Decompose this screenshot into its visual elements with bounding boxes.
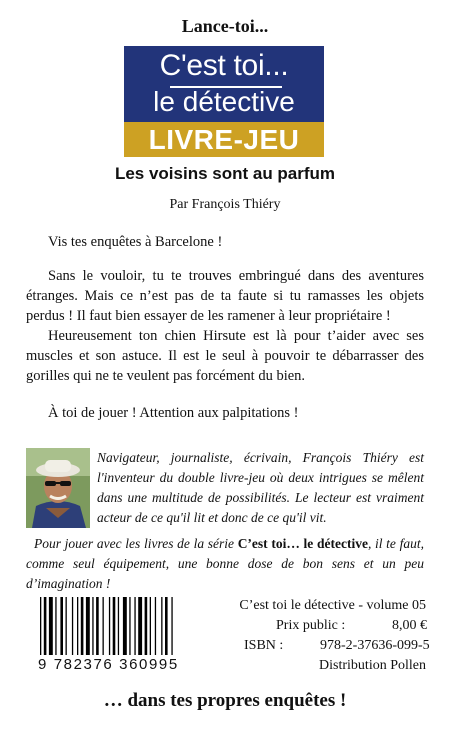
blurb-paragraph-1: Vis tes enquêtes à Barcelone ! xyxy=(48,234,223,250)
author-bio: Navigateur, journaliste, écrivain, François Thiéry est l'inventeur du double livre-jeu où deux intrigues se mêlent dans une multitude de possibilités. Le lecteur est vraiment acteur de ce qu'il lit et donc de ce qu'il vit. xyxy=(97,450,424,525)
series-note-before: Pour jouer avec les livres de la série xyxy=(34,536,238,551)
series-logo xyxy=(124,46,324,157)
author-photo xyxy=(26,448,90,528)
author-portrait-icon xyxy=(26,448,90,528)
price-value: 8,00 € xyxy=(392,618,427,633)
series-note-after: , il te faut, comme seul équipement, une bonne dose de bon sens et un peu d’imagination ! xyxy=(26,536,424,591)
top-tagline: Lance-toi... xyxy=(181,16,269,36)
logo-line-2: le détective xyxy=(153,86,295,117)
logo-line-1: C'est toi... xyxy=(159,49,289,82)
barcode-number: 9 782376 360995 xyxy=(38,656,179,673)
blurb-paragraph-3: Heureusement ton chien Hirsute est là pour t’aider avec ses muscles et son astuce. Il est le seul à pouvoir te débarrasser des gorilles qui ne te veulent pas forcément du bien. xyxy=(26,328,424,384)
book-subtitle: Les voisins sont au parfum xyxy=(114,164,336,183)
book-author: Par François Thiéry xyxy=(169,197,281,212)
series-name: C’est toi… le détective xyxy=(237,536,368,551)
bottom-tagline: … dans tes propres enquêtes ! xyxy=(103,690,347,711)
blurb-paragraph-4: À toi de jouer ! Attention aux palpitations ! xyxy=(48,405,299,421)
isbn-label: ISBN : xyxy=(244,638,284,653)
series-note xyxy=(26,534,424,594)
distribution-info: Distribution Pollen xyxy=(319,658,426,673)
logo-blue-panel xyxy=(124,46,324,122)
volume-info: C’est toi le détective - volume 05 xyxy=(239,598,426,613)
price-label: Prix public : xyxy=(276,618,346,633)
blurb-paragraph-2: Sans le vouloir, tu te trouves embringué dans des aventures étranges. Mais ce n’est pas de ta faute si tu ramasses les objets perdus ! Il faut bien essayer de les ramener à leur propriétaire ! xyxy=(26,268,424,324)
logo-banner: LIVRE-JEU xyxy=(124,122,324,157)
isbn-value: 978-2-37636-099-5 xyxy=(320,638,430,653)
barcode-icon xyxy=(38,597,193,655)
